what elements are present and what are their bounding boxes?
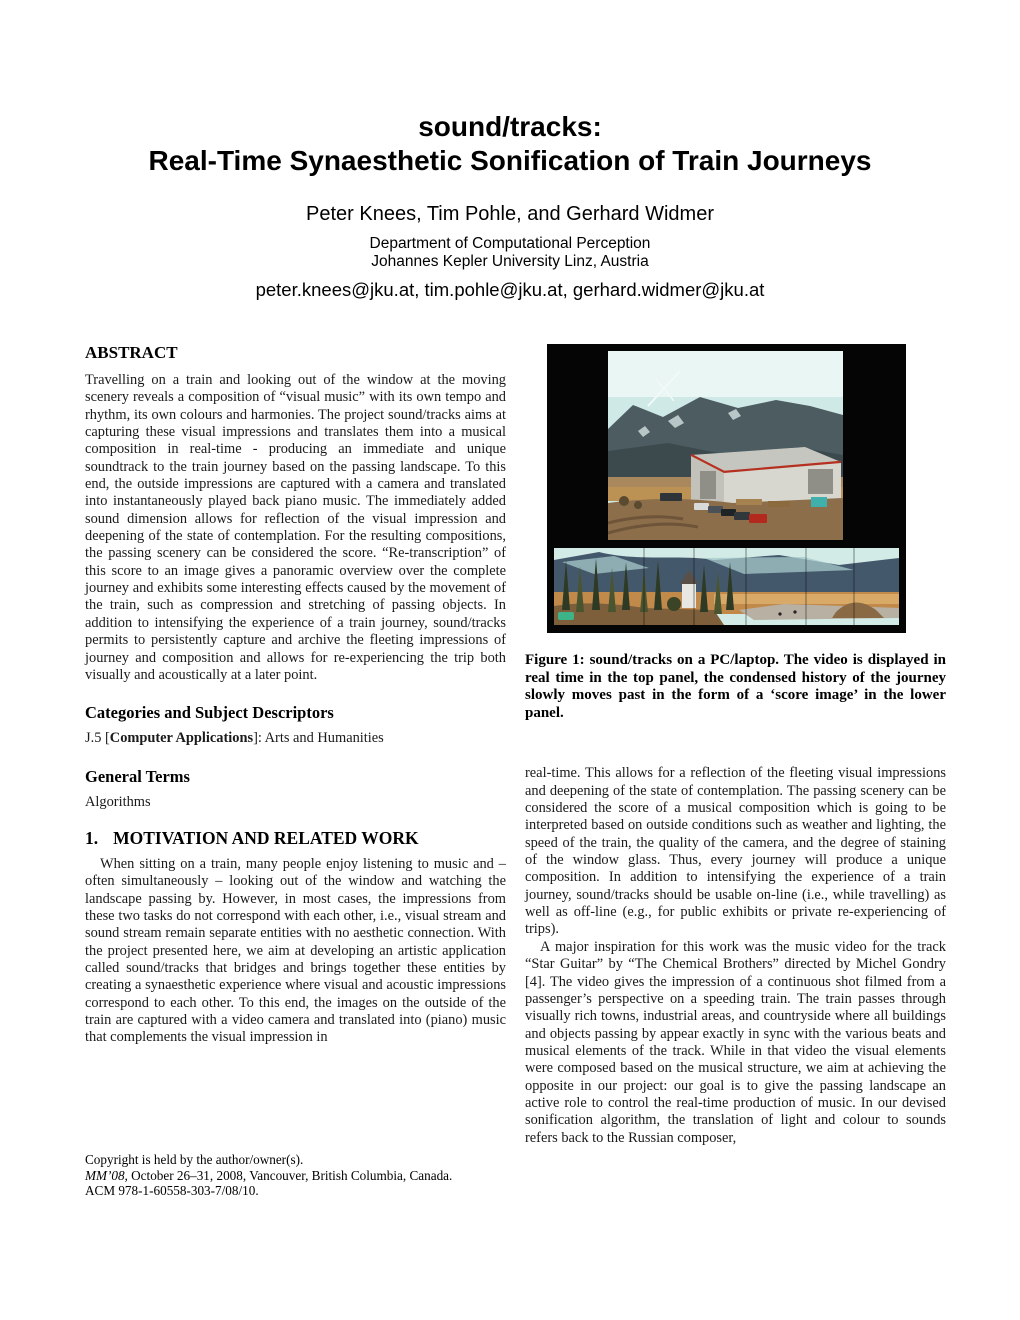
paper-title-line1: sound/tracks: (418, 111, 602, 142)
categories-code: J.5 [ (85, 730, 110, 747)
paper-title-line2: Real-Time Synaesthetic Sonification of Train Journeys (148, 145, 872, 176)
round-tree (667, 597, 681, 611)
general-terms-text: Algorithms (85, 793, 151, 810)
figure-1-score-image-strip (554, 548, 899, 625)
categories-term: Computer Applications (109, 730, 254, 747)
figure-1-video-panel (608, 351, 843, 540)
categories-rest: ]: Arts and Humanities (253, 730, 384, 747)
section-1-heading (85, 827, 506, 849)
copyright-line2: MM’08, October 26–31, 2008, Vancouver, British Columbia, Canada. (85, 1167, 453, 1183)
copyright-line1: Copyright is held by the author/owner(s). (85, 1152, 304, 1167)
affiliation-university: Johannes Kepler University Linz, Austria (371, 253, 649, 270)
figure-1-screenshot (547, 344, 906, 633)
pedestrian2 (793, 610, 796, 613)
car2 (708, 506, 723, 513)
affiliation-department: Department of Computational Perception (369, 235, 651, 252)
building-door-left (700, 471, 716, 499)
car4 (734, 512, 750, 520)
author-emails: peter.knees@jku.at, tim.pohle@jku.at, gerhard.widmer@jku.at (255, 279, 765, 300)
car3 (721, 509, 736, 516)
paper-title (0, 110, 1020, 178)
copyright-notice (85, 1152, 506, 1199)
bush2 (634, 501, 642, 509)
right-column (525, 344, 946, 1147)
pallets (736, 499, 762, 505)
abstract-heading: ABSTRACT (85, 343, 178, 362)
left-column (85, 343, 506, 1047)
abstract-text: Travelling on a train and looking out of the window at the moving scenery reveals a composition of “visual music” with its own tempo and rhythm, its own colours and harmonies. The project sound/tracks aims at capturing these visual impressions and translates them into a musical composition in real-time - producing an immediate and unique soundtrack to the train journey based on the passing landscape. To this end, the outside impressions are captured with a camera and translated into instantaneously played back piano music. The immediately added sound dimension allows for reflection of the visual impression and deepening of the state of contemplation. For the resulting compositions, the passing scenery can be considered the score. “Re-transcription” of this score to an image gives a panoramic overview over the complete journey and exhibits some interesting effects caused by the movement of the train, such as compression and stretching of passing objects. In addition to intensifying the experience of a train journey, sound/tracks permits to persistently capture and archive the fleeting impressions of journey and composition and allows for re-experiencing the trip both visually and acoustically at a later point. (85, 372, 506, 683)
categories-heading: Categories and Subject Descriptors (85, 703, 334, 723)
copyright-venue: MM’08, (85, 1167, 128, 1183)
equipment (768, 501, 790, 507)
figure-1-caption: Figure 1: sound/tracks on a PC/laptop. The video is displayed in real time in the top panel, the condensed history of the journey slowly moves past in the form of a ‘score image’ in the lower panel. (525, 652, 946, 721)
bush1 (619, 496, 629, 506)
truck (660, 493, 682, 501)
car-red (749, 514, 767, 523)
authors-line: Peter Knees, Tim Pohle, and Gerhard Widmer (306, 203, 714, 225)
building-door-right (808, 469, 833, 494)
green-object (558, 612, 574, 620)
general-terms-heading: General Terms (85, 766, 190, 786)
copyright-line3: ACM 978-1-60558-303-7/08/10. (85, 1183, 259, 1199)
paper-header (0, 110, 1020, 301)
figure-1 (525, 344, 946, 722)
section-1-number: 1. (85, 827, 99, 848)
pedestrian1 (778, 612, 781, 615)
car1 (694, 503, 709, 510)
right-paragraph-2: A major inspiration for this work was the music video for the track “Star Guitar” by “The Chemical Brothers” directed by Michel Gondry [4]. The video gives the impression of a continuous shot filmed from a passenger’s perspective on a speeding train. The train passes through visually rich towns, industrial areas, and countryside where all buildings and objects passing by appear exactly in sync with the various beats and musical elements of the track. While in that video the visual elements were composed based on the musical structure, we aim at achieving the opposite in our project: our goal is to give the passing landscape an active role to control the real-time production of music. In our devised sonification algorithm, the translation of light and colour to sounds refers back to the Russian composer, (525, 938, 946, 1146)
section-1-title: MOTIVATION AND RELATED WORK (113, 827, 419, 848)
video-ground (608, 498, 843, 540)
teal-tank (811, 497, 827, 507)
section-1-paragraph: When sitting on a train, many people enjoy listening to music and – often simultaneously – looking out of the window and watching the landscape passing by. However, in most cases, the impressions from these two tasks do not correspond with each other, i.e., visual stream and sound stream remain separate entities with no aesthetic connection. With the project presented here, we aim at developing an artistic application called sound/tracks that bridges and brings together these entities by creating a synaesthetic experience where visual and acoustic impressions correspond to each other. To this end, the images on the outside of the train are captured with a video camera and translated into (piano) music that complements the visual impression in (85, 855, 506, 1046)
categories-text (85, 730, 506, 747)
video-sky-light (608, 351, 843, 397)
right-paragraph-1: real-time. This allows for a reflection of the fleeting visual impressions and deepening of the state of contemplation. The passing scenery can be considered the score of a musical composition which is going to be interpreted based on outside conditions such as weather and lighting, the speed of the train, the quality of the camera, and the degree of staining of the window glass. Thus, every journey will produce a unique composition. In addition to intensifying the experience of a train journey, sound/tracks should be usable on-line (i.e., while travelling) as well as off-line (e.g., for public exhibits or private re-experiencing of trips). (525, 765, 946, 938)
